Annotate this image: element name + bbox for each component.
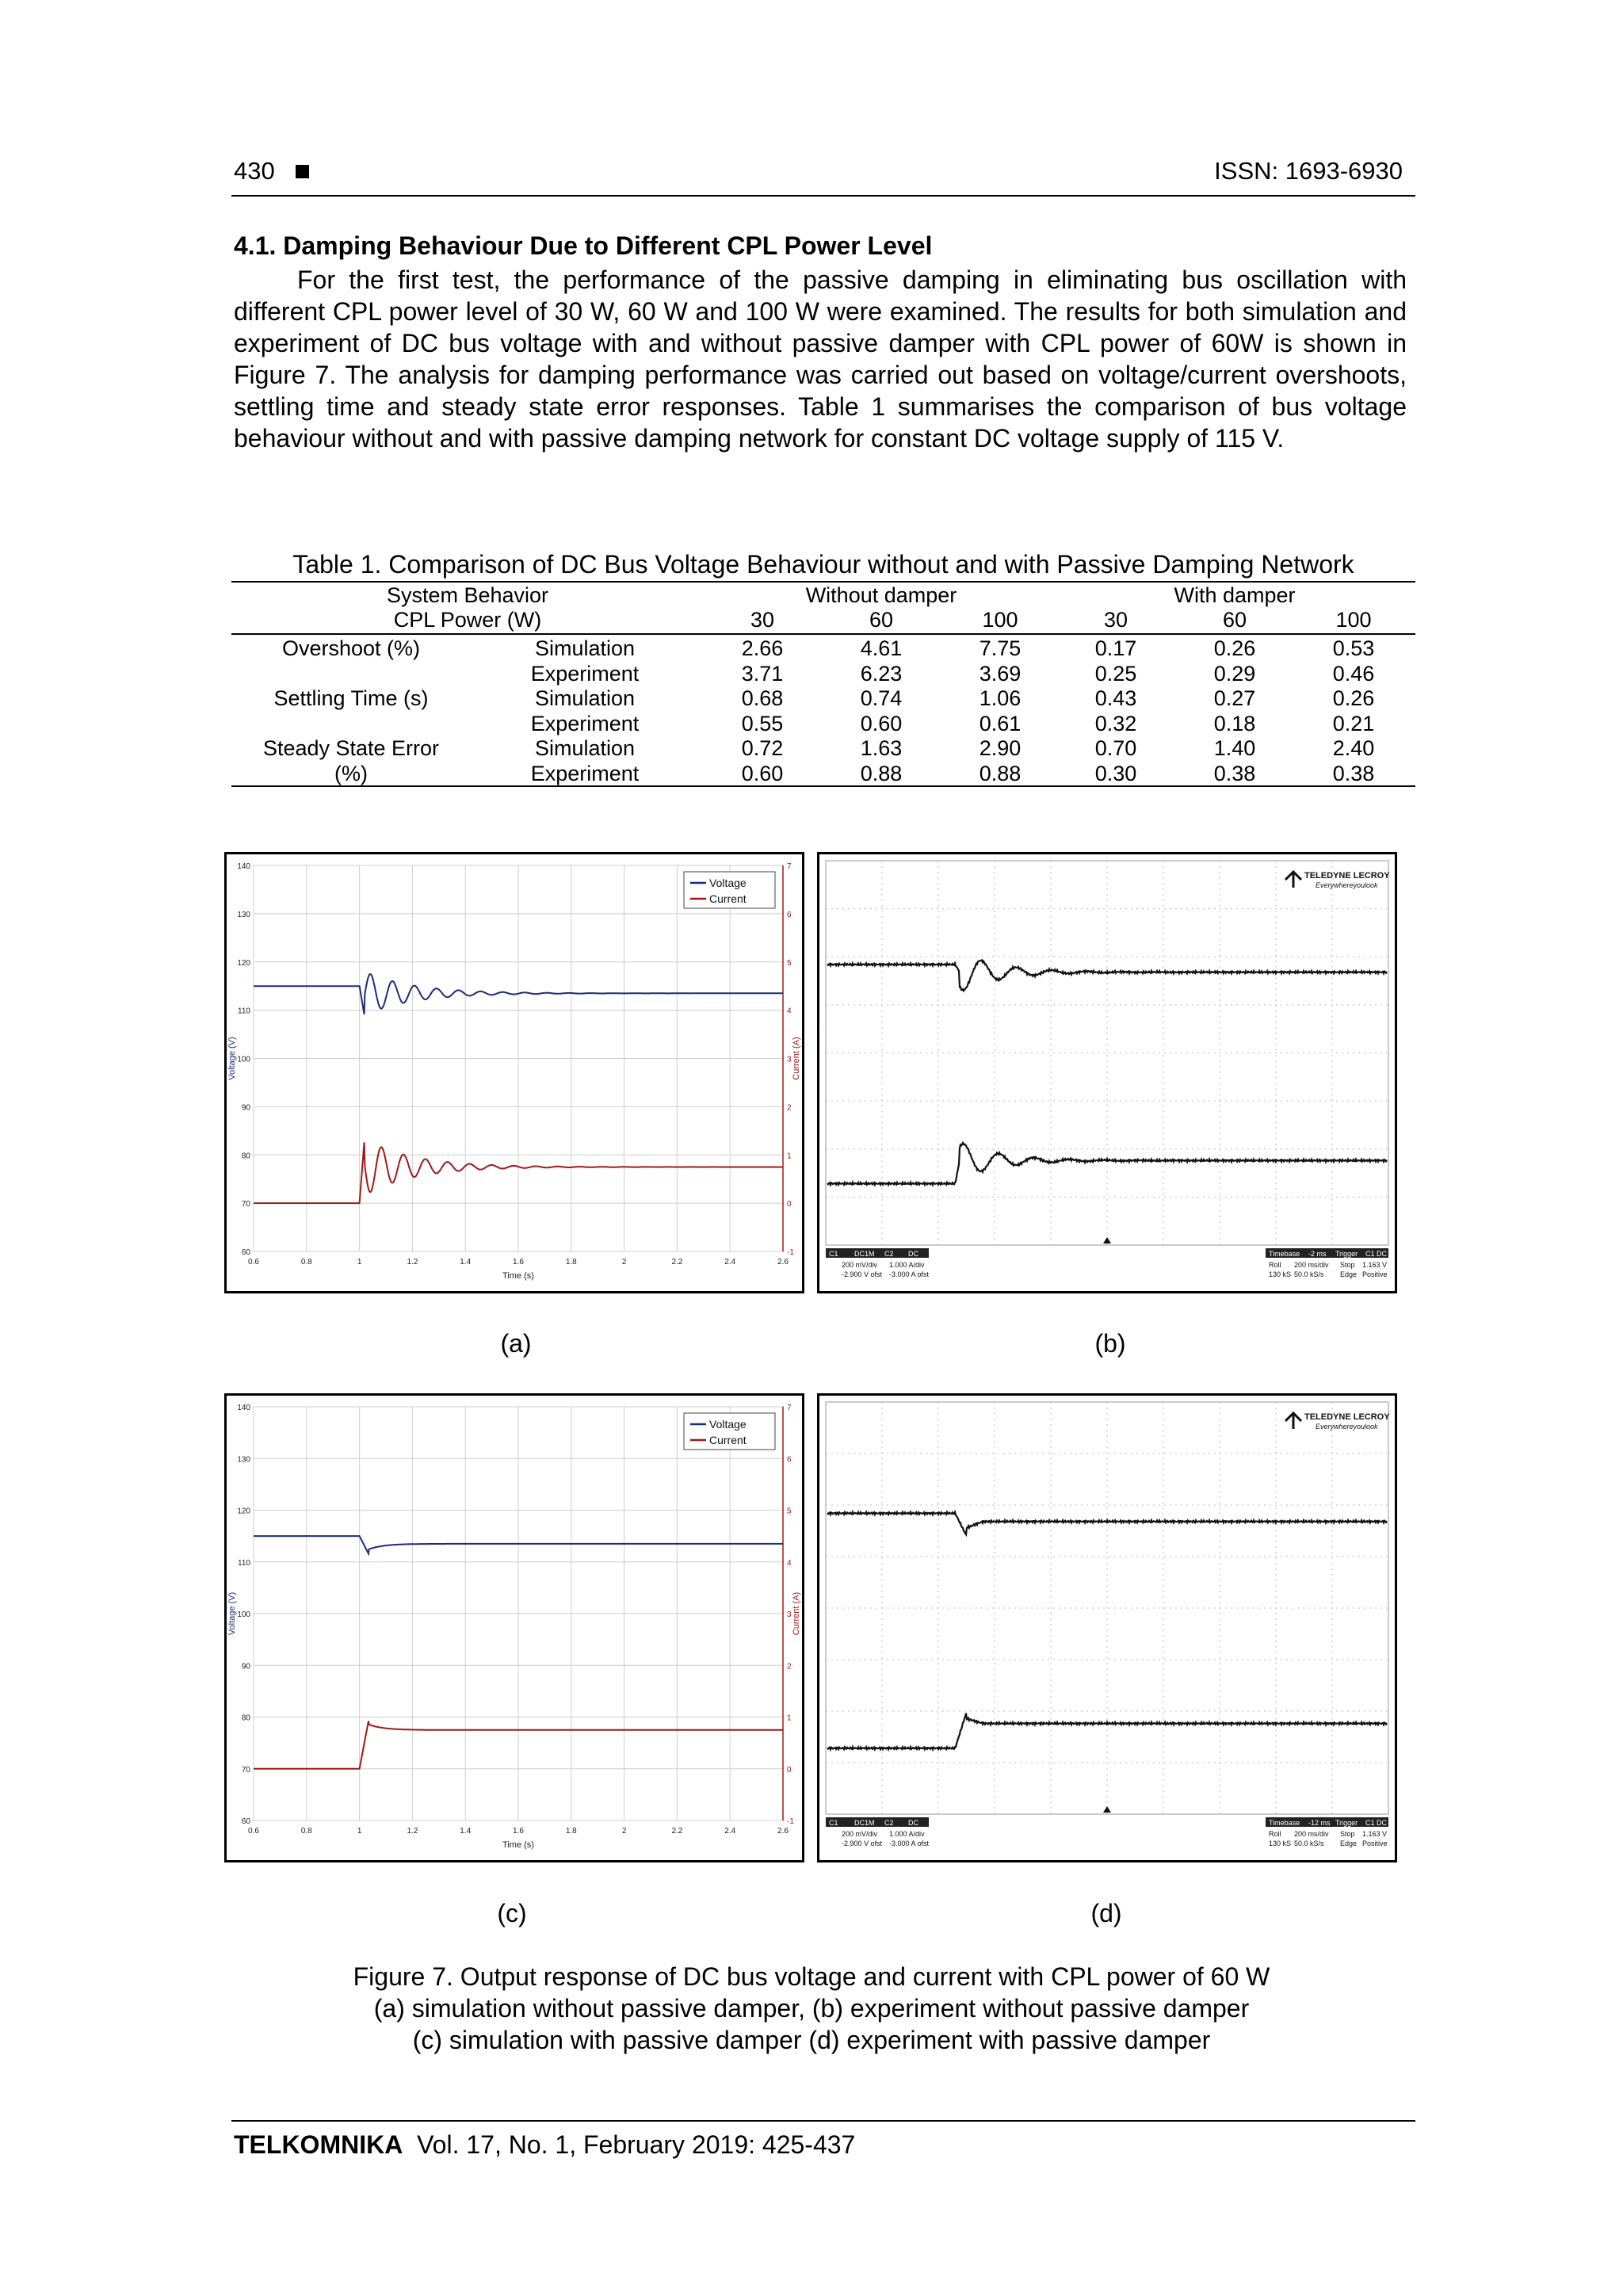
- y-left-tick-label: 130: [237, 910, 250, 919]
- table-cell-value: 0.74: [860, 686, 903, 710]
- table-cell-value: 1.40: [1213, 736, 1256, 760]
- table-cell-type: Experiment: [530, 761, 640, 785]
- y-left-tick-label: 80: [241, 1713, 250, 1723]
- x-tick-label: 0.8: [300, 1258, 312, 1266]
- th-power: 60: [1222, 608, 1247, 632]
- table-cell-value: 7.75: [979, 636, 1022, 660]
- x-tick-label: 2.2: [671, 1258, 683, 1266]
- x-tick-label: 1.2: [407, 1258, 418, 1266]
- table-cell-type: Experiment: [530, 661, 640, 686]
- y-right-axis-label: Current (A): [792, 1037, 801, 1080]
- edge-label: Edge: [1340, 1839, 1358, 1847]
- panel-d-experiment-with-damper: [817, 1393, 1397, 1862]
- table-cell-value: 0.27: [1213, 686, 1256, 710]
- table-cell-metric: Settling Time (s): [273, 686, 429, 710]
- table-cell-type: Simulation: [534, 686, 636, 710]
- legend-voltage-label: Voltage: [709, 877, 747, 889]
- trigger-level: 1.163 V: [1362, 1261, 1388, 1269]
- trigger-mode: C1 DC: [1365, 1819, 1388, 1827]
- y-right-tick-label: 0: [787, 1200, 792, 1209]
- x-axis-label: Time (s): [502, 1271, 534, 1281]
- y-left-tick-label: 120: [237, 958, 250, 968]
- x-tick-label: 1: [357, 1827, 362, 1836]
- table-cell-value: 4.61: [860, 636, 903, 660]
- y-right-tick-label: 3: [787, 1610, 792, 1619]
- sample-count: 130 kS: [1269, 1839, 1292, 1847]
- slope-label: Positive: [1362, 1839, 1388, 1847]
- table-cell-value: 6.23: [860, 661, 903, 686]
- table-cell-value: 0.25: [1094, 661, 1137, 686]
- th-with-damper: With damper: [1174, 583, 1296, 607]
- table-cell-value: 0.46: [1332, 661, 1375, 686]
- y-left-tick-label: 80: [241, 1152, 250, 1161]
- table-cell-value: 0.68: [741, 686, 784, 710]
- table-caption: Table 1. Comparison of DC Bus Voltage Behaviour without and with Passive Damping Network: [292, 550, 1354, 579]
- ch2-mode: DC: [908, 1250, 918, 1258]
- y-right-tick-label: 1: [787, 1152, 792, 1161]
- th-cpl-power: CPL Power (W): [393, 608, 542, 632]
- x-tick-label: 1.8: [565, 1258, 577, 1266]
- trigger-label: Trigger: [1335, 1250, 1358, 1258]
- legend-voltage-label: Voltage: [709, 1418, 747, 1431]
- table-cell-value: 0.53: [1332, 636, 1375, 660]
- x-tick-label: 2.4: [724, 1827, 736, 1836]
- th-power: 30: [1103, 608, 1128, 632]
- x-tick-label: 2.6: [777, 1827, 789, 1836]
- x-tick-label: 2: [621, 1827, 627, 1836]
- th-power: 60: [869, 608, 894, 632]
- sample-count: 130 kS: [1269, 1270, 1292, 1278]
- section-title: 4.1. Damping Behaviour Due to Different CPL Power Level: [234, 231, 933, 260]
- y-left-tick-label: 140: [237, 862, 250, 871]
- y-right-tick-label: 4: [787, 1558, 792, 1568]
- y-right-tick-label: 3: [787, 1055, 792, 1064]
- timebase-value: -2 ms: [1308, 1250, 1327, 1258]
- y-left-tick-label: 110: [238, 1558, 250, 1568]
- th-power: 30: [750, 608, 775, 632]
- table-cell-type: Simulation: [534, 736, 636, 760]
- journal-name: TELKOMNIKA: [234, 2130, 403, 2159]
- x-tick-label: 1.4: [460, 1827, 472, 1836]
- table-cell-value: 0.26: [1213, 636, 1256, 660]
- table-cell-value: 0.30: [1094, 761, 1137, 785]
- y-right-tick-label: 5: [787, 958, 792, 968]
- y-left-tick-label: 90: [241, 1662, 250, 1671]
- y-left-axis-label: Voltage (V): [227, 1591, 237, 1636]
- y-right-tick-label: -1: [787, 1248, 794, 1257]
- legend: [684, 872, 775, 908]
- scope-screen-b: [819, 854, 1395, 1291]
- y-left-tick-label: 60: [241, 1817, 250, 1826]
- table-cell-value: 1.63: [860, 736, 903, 760]
- y-right-tick-label: 4: [787, 1007, 792, 1016]
- y-left-tick-label: 70: [241, 1200, 250, 1209]
- ch2-scale: 1.000 A/div: [889, 1261, 925, 1269]
- volume-info: Vol. 17, No. 1, February 2019: 425-437: [417, 2130, 856, 2159]
- y-right-tick-label: 0: [787, 1765, 792, 1775]
- legend: [684, 1413, 775, 1450]
- table-cell-value: 0.70: [1094, 736, 1137, 760]
- table-cell-value: 0.38: [1213, 761, 1256, 785]
- table-cell-value: 0.17: [1094, 636, 1137, 660]
- figure-caption-line-3: (c) simulation with passive damper (d) experiment with passive damper: [412, 2026, 1211, 2054]
- table-cell-value: 0.43: [1094, 686, 1137, 710]
- table-cell-value: 0.61: [979, 711, 1022, 735]
- th-power: 100: [982, 608, 1018, 632]
- x-tick-label: 0.8: [300, 1827, 312, 1836]
- paragraph-text: For the first test, the performance of the passive damping in eliminating bus oscillation with different CPL power level of 30 W, 60 W and 100 W were examined. The results for both simulation and experiment of DC bus voltage with and without passive damper with CPL power of 60W is shown in Figure 7. The analysis for damping performance was carried out based on voltage/current overshoots, settling time and steady state error responses. Table 1 summarises the comparison of bus voltage behaviour without and with passive damping network for constant DC voltage supply of 115 V.: [234, 266, 1407, 453]
- stop-label: Stop: [1340, 1261, 1355, 1269]
- trigger-mode: C1 DC: [1365, 1250, 1388, 1258]
- y-right-tick-label: 6: [787, 910, 792, 919]
- y-left-tick-label: 130: [237, 1455, 250, 1465]
- sample-rate: 50.0 kS/s: [1294, 1839, 1324, 1847]
- ch2-label: C2: [884, 1819, 894, 1827]
- x-tick-label: 1.6: [513, 1258, 524, 1266]
- timebase-label: Timebase: [1269, 1819, 1300, 1827]
- y-left-tick-label: 110: [238, 1007, 250, 1016]
- ch1-mode: DC1M: [854, 1819, 875, 1827]
- label-b: (b): [1094, 1329, 1126, 1358]
- y-right-tick-label: 1: [787, 1713, 792, 1723]
- y-right-tick-label: 5: [787, 1507, 792, 1516]
- scope-tagline: Everywhereyoulook: [1316, 881, 1378, 889]
- table-cell-value: 0.88: [860, 761, 903, 785]
- table-cell-value: 0.60: [860, 711, 903, 735]
- y-left-axis-label: Voltage (V): [227, 1037, 237, 1080]
- table-cell-value: 3.69: [979, 661, 1022, 686]
- table-cell-value: 0.38: [1332, 761, 1375, 785]
- sample-rate: 50.0 kS/s: [1294, 1270, 1324, 1278]
- figure-caption-line-1: Figure 7. Output response of DC bus voltage and current with CPL power of 60 W: [353, 1962, 1270, 1991]
- panel-a-simulation-without-damper: [224, 852, 804, 1293]
- ch2-offset: -3.000 A ofst: [889, 1839, 930, 1847]
- table-cell-value: 2.40: [1332, 736, 1375, 760]
- x-tick-label: 1.8: [565, 1827, 577, 1836]
- y-right-tick-label: 6: [787, 1455, 792, 1465]
- slope-label: Positive: [1362, 1270, 1388, 1278]
- sim-chart-a: [227, 854, 802, 1291]
- scope-tagline: Everywhereyoulook: [1316, 1423, 1378, 1431]
- table-cell-value: 2.66: [741, 636, 784, 660]
- timebase-label: Timebase: [1269, 1250, 1300, 1258]
- x-tick-label: 1.6: [513, 1827, 524, 1836]
- legend-current-label: Current: [709, 1434, 747, 1446]
- table-header-rule: [231, 633, 1415, 635]
- x-tick-label: 0.6: [248, 1258, 259, 1266]
- ch1-scale: 200 mV/div: [842, 1261, 878, 1269]
- table-cell-value: 0.26: [1332, 686, 1375, 710]
- panel-b-experiment-without-damper: [817, 852, 1397, 1293]
- ch2-offset: -3.000 A ofst: [889, 1270, 930, 1278]
- th-without-damper: Without damper: [805, 583, 957, 607]
- y-right-tick-label: -1: [787, 1817, 794, 1826]
- time-per-div: 200 ms/div: [1294, 1261, 1329, 1269]
- x-tick-label: 1.2: [407, 1827, 418, 1836]
- ch1-offset: -2.900 V ofst: [842, 1270, 883, 1278]
- timebase-value: -12 ms: [1308, 1819, 1331, 1827]
- table-cell-value: 0.55: [741, 711, 784, 735]
- label-a: (a): [500, 1329, 532, 1358]
- x-tick-label: 0.6: [248, 1827, 259, 1836]
- y-right-axis-label: Current (A): [792, 1591, 801, 1636]
- table-cell-value: 0.60: [741, 761, 784, 785]
- table-cell-value: 2.90: [979, 736, 1022, 760]
- x-axis-label: Time (s): [502, 1840, 534, 1850]
- roll-label: Roll: [1269, 1261, 1281, 1269]
- y-left-tick-label: 120: [237, 1507, 250, 1516]
- scope-screen-d: [819, 1396, 1395, 1860]
- ch1-mode: DC1M: [854, 1250, 875, 1258]
- table-cell-type: Experiment: [530, 711, 640, 735]
- ch1-label: C1: [829, 1250, 838, 1258]
- x-tick-label: 2.2: [671, 1827, 683, 1836]
- table-cell-value: 0.21: [1332, 711, 1375, 735]
- y-left-tick-label: 100: [237, 1610, 250, 1619]
- table-cell-value: 0.88: [979, 761, 1022, 785]
- stop-label: Stop: [1340, 1830, 1355, 1838]
- table-cell-metric: Steady State Error: [262, 736, 440, 760]
- ch1-label: C1: [829, 1819, 838, 1827]
- th-power: 100: [1335, 608, 1372, 632]
- ch1-offset: -2.900 V ofst: [842, 1839, 883, 1847]
- ch1-scale: 200 mV/div: [842, 1830, 878, 1838]
- ch2-label: C2: [884, 1250, 894, 1258]
- label-c: (c): [497, 1899, 527, 1927]
- trigger-label: Trigger: [1335, 1819, 1358, 1827]
- x-tick-label: 2: [621, 1258, 627, 1266]
- table-cell-value: 0.72: [741, 736, 784, 760]
- table-bottom-rule: [231, 785, 1415, 787]
- y-left-tick-label: 70: [241, 1765, 250, 1775]
- ch2-mode: DC: [908, 1819, 918, 1827]
- th-system-behavior: System Behavior: [386, 583, 549, 607]
- table-cell-metric: Overshoot (%): [281, 636, 421, 660]
- y-left-tick-label: 140: [237, 1404, 250, 1412]
- table-cell-value: 0.29: [1213, 661, 1256, 686]
- sim-chart-c: [227, 1396, 802, 1860]
- time-per-div: 200 ms/div: [1294, 1830, 1329, 1838]
- table-cell-value: 0.18: [1213, 711, 1256, 735]
- edge-label: Edge: [1340, 1270, 1358, 1278]
- y-right-tick-label: 7: [787, 862, 792, 871]
- footer-rule: [231, 2120, 1415, 2122]
- x-tick-label: 2.4: [724, 1258, 736, 1266]
- scope-brand: TELEDYNE LECROY: [1304, 1412, 1390, 1422]
- y-left-tick-label: 100: [237, 1055, 250, 1064]
- table-cell-value: 0.32: [1094, 711, 1137, 735]
- panel-c-simulation-with-damper: [224, 1393, 804, 1862]
- ch2-scale: 1.000 A/div: [889, 1830, 925, 1838]
- table-cell-value: 3.71: [741, 661, 784, 686]
- table-cell-type: Simulation: [534, 636, 636, 660]
- y-left-tick-label: 90: [241, 1103, 250, 1113]
- figure-caption-line-2: (a) simulation without passive damper, (b) experiment without passive damper: [373, 1994, 1250, 2023]
- footer-citation: [234, 2130, 855, 2160]
- trigger-level: 1.163 V: [1362, 1830, 1388, 1838]
- scope-brand: TELEDYNE LECROY: [1304, 871, 1390, 881]
- issn: ISSN: 1693-6930: [1214, 157, 1403, 185]
- page-number: 430: [234, 157, 275, 185]
- legend-current-label: Current: [709, 892, 747, 905]
- y-left-tick-label: 60: [241, 1248, 250, 1257]
- table-cell-value: 1.06: [979, 686, 1022, 710]
- x-tick-label: 2.6: [777, 1258, 789, 1266]
- x-tick-label: 1.4: [460, 1258, 472, 1266]
- label-d: (d): [1090, 1899, 1122, 1927]
- y-right-tick-label: 7: [787, 1404, 792, 1412]
- y-right-tick-label: 2: [787, 1662, 792, 1671]
- comparison-table: [0, 0, 1623, 793]
- table-cell-metric: (%): [334, 761, 368, 785]
- x-tick-label: 1: [357, 1258, 362, 1266]
- roll-label: Roll: [1269, 1830, 1281, 1838]
- y-right-tick-label: 2: [787, 1103, 792, 1113]
